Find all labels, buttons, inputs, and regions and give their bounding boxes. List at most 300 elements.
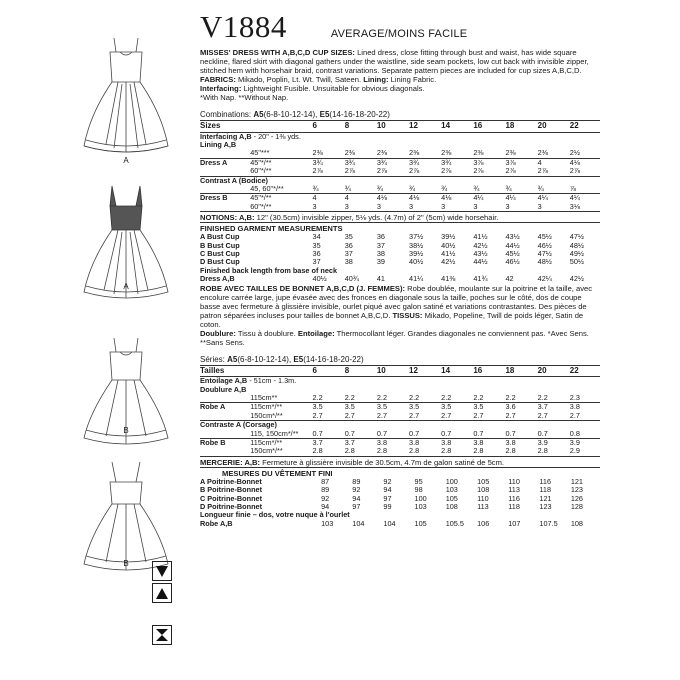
table-cell: 2.2	[344, 392, 355, 402]
table-cell: 4	[343, 194, 375, 203]
entoilage-text: Thermocollant léger. Grandes diagonales ne conviennent pas. *Avec Sens. **Sans Sens.	[200, 328, 589, 347]
table-cell: 43½	[473, 248, 488, 258]
row-label: Contraste A (Corsage)	[200, 421, 600, 430]
row-width: 45, 60"*/**	[250, 183, 284, 193]
table-cell: 10	[376, 121, 386, 131]
interfacing-text: Lightweight Fusible. Unsuitable for obvious diagonals.	[241, 84, 425, 93]
description-title: MISSES' DRESS WITH A,B,C,D CUP SIZES:	[200, 48, 355, 57]
view-a-front-sketch	[80, 34, 172, 164]
table-cell: 2.2	[505, 392, 516, 402]
table-cell: 107.5	[539, 518, 558, 528]
table-cell: 37	[312, 257, 321, 267]
table-cell: 37	[344, 248, 353, 258]
row-width	[250, 275, 310, 283]
doublure-label: Doublure:	[200, 328, 236, 338]
series-a: A5	[227, 354, 238, 364]
table-cell: 2⅞	[312, 166, 323, 176]
english-description	[200, 48, 600, 102]
table-cell: 2½	[569, 148, 580, 158]
fabrics-label: FABRICS:	[200, 75, 236, 84]
series-a-sizes: (6-8-10-12-14),	[237, 354, 294, 364]
english-finished-table	[200, 233, 600, 283]
table-cell: 49½	[569, 248, 584, 258]
table-cell: 20	[537, 121, 547, 131]
table-cell: 2⅞	[569, 166, 580, 176]
table-cell: 3	[344, 201, 349, 211]
row-width	[262, 495, 319, 503]
row-width: 60"*/**	[250, 201, 272, 211]
english-yardage-table	[200, 121, 600, 211]
table-cell: 22	[569, 365, 579, 375]
mercerie	[200, 456, 600, 467]
table-cell: 14	[441, 121, 451, 131]
combo-e: E5	[319, 110, 330, 119]
table-cell: 97	[383, 493, 392, 503]
table-cell: 2.7	[376, 410, 388, 420]
table-cell: 3.5	[375, 403, 407, 412]
table-cell: 3¾	[439, 158, 471, 167]
table-cell: 36	[344, 240, 353, 250]
table-cell: 3¾	[375, 158, 407, 167]
hourglass-icon	[153, 626, 171, 644]
row-label	[200, 167, 250, 176]
table-cell: ¾	[376, 183, 383, 193]
table-cell: 3¾	[407, 158, 439, 167]
marker	[152, 561, 172, 581]
series-label: Séries:	[200, 354, 228, 364]
combinations-label: Combinations:	[200, 110, 254, 119]
table-cell: 3.5	[407, 403, 439, 412]
table-cell: 2.7	[473, 410, 484, 420]
table-cell: 3.9	[568, 438, 600, 447]
table-cell: 6	[312, 121, 317, 131]
table-cell: 2⅜	[344, 148, 355, 158]
view-label: B	[123, 559, 129, 568]
table-cell: 2.9	[569, 446, 580, 456]
table-cell: 35	[312, 240, 321, 250]
row-label: Interfacing A,B - 20" - 1⅜ yds.	[200, 132, 600, 141]
table-cell: 3.6	[503, 403, 535, 412]
table-cell: 2.2	[473, 392, 484, 402]
series	[200, 355, 600, 366]
table-cell: 2⅞	[409, 166, 420, 176]
dress-sketch-icon	[80, 34, 172, 164]
table-cell: 3	[441, 201, 446, 211]
tissus-text: Mikado, Popeline, Twill de poids léger, Satin de coton.	[200, 310, 584, 329]
french-description	[200, 284, 600, 347]
table-cell: 3.8	[439, 438, 471, 447]
notions	[200, 211, 600, 222]
table-cell: 98	[414, 485, 423, 495]
table-cell: 0.7	[537, 428, 548, 438]
table-cell: 2.3	[569, 392, 580, 402]
table-cell: 37	[376, 240, 385, 250]
french-finished-table	[200, 478, 600, 528]
table-cell: 2.8	[409, 446, 420, 456]
lining-text: Lining Fabric.	[388, 75, 437, 84]
table-cell: 42	[505, 274, 514, 284]
table-cell: 3⅞	[503, 158, 535, 167]
table-cell: 92	[321, 493, 330, 503]
marker	[152, 625, 172, 645]
table-cell: 128	[570, 501, 583, 511]
table-cell: 4¼	[503, 194, 535, 203]
table-cell: 3.8	[471, 438, 503, 447]
row-label: Lining A,B	[200, 139, 237, 149]
table-cell: 99	[383, 501, 392, 511]
table-cell: 106	[477, 518, 490, 528]
combo-e-sizes: (14-16-18-20-22)	[329, 110, 390, 119]
sizes-header	[200, 121, 600, 132]
row-label	[200, 203, 250, 211]
row-label: A Poitrine-Bonnet	[200, 476, 262, 486]
table-cell: 3.8	[503, 438, 535, 447]
interfacing-label: Interfacing:	[200, 84, 242, 93]
table-cell: 2.7	[312, 410, 323, 420]
table-cell: 121	[570, 476, 583, 486]
table-cell: ¾	[312, 183, 319, 193]
table-cell: 44½	[473, 257, 488, 267]
table-cell: 3.5	[471, 403, 503, 412]
table-cell: 2⅜	[505, 148, 516, 158]
table-cell: 3.5	[343, 403, 375, 412]
row-width	[262, 478, 319, 486]
table-cell: 94	[383, 485, 392, 495]
table-cell: 3.7	[343, 438, 375, 447]
table-cell: 41	[376, 274, 385, 284]
table-cell: 3	[312, 201, 317, 211]
table-cell: 103	[414, 501, 427, 511]
row-width	[250, 250, 310, 258]
dress-sketch-icon	[80, 334, 172, 464]
table-cell: 107	[508, 518, 521, 528]
view-label: A	[123, 156, 129, 165]
table-cell: 126	[570, 493, 583, 503]
table-cell: 6	[312, 365, 317, 375]
table-cell: 4	[311, 194, 343, 203]
table-cell: 18	[505, 121, 515, 131]
table-cell: 105	[414, 518, 427, 528]
table-cell: 40½	[409, 257, 424, 267]
row-label: B Poitrine-Bonnet	[200, 485, 263, 495]
table-cell: 105	[445, 493, 458, 503]
table-cell: 104	[352, 518, 365, 528]
table-cell: 100	[414, 493, 427, 503]
table-cell: 12	[409, 121, 418, 131]
row-label: Entoilage A,B - 51cm - 1.3m.	[200, 377, 600, 386]
nap-note: *With Nap. **Without Nap.	[200, 93, 289, 102]
longueur-row	[200, 520, 600, 528]
pattern-info	[200, 10, 600, 528]
row-label: Tailles	[200, 365, 225, 375]
french-yardage-table	[200, 366, 600, 456]
size-markers	[152, 561, 172, 647]
table-cell: 2.2	[409, 392, 420, 402]
table-cell: 113	[477, 501, 489, 511]
table-cell: 22	[569, 121, 579, 131]
table-cell: 105	[477, 476, 490, 486]
row-label: Sizes	[200, 121, 221, 131]
row-width	[262, 520, 319, 528]
row-width	[250, 242, 310, 250]
notions-views: A,B:	[237, 213, 255, 223]
table-cell: 3.8	[375, 438, 407, 447]
table-cell: 4⅛	[375, 194, 407, 203]
table-cell: ¾	[473, 183, 480, 193]
row-label: C Poitrine-Bonnet	[200, 493, 263, 503]
table-cell: 40½	[312, 274, 327, 284]
table-cell: 39	[376, 257, 385, 267]
table-cell: 0.7	[473, 428, 484, 438]
table-cell: 41¾	[473, 274, 488, 284]
table-cell: 94	[321, 501, 330, 511]
table-cell: 123	[539, 501, 552, 511]
tailles-header	[200, 366, 600, 377]
row-label: Longueur finie – dos, votre nuque à l'ourlet	[200, 510, 350, 520]
table-cell: 87	[321, 476, 330, 486]
difficulty-level: AVERAGE/MOINS FACILE	[330, 28, 468, 40]
row-label: Robe B	[200, 438, 250, 447]
table-cell: 42¼	[537, 274, 552, 284]
table-cell: 89	[352, 476, 361, 486]
table-cell: 103	[321, 518, 334, 528]
table-cell: 97	[352, 501, 361, 511]
table-cell: 2.7	[344, 410, 355, 420]
table-cell: 2.2	[441, 392, 452, 402]
table-cell: 108	[477, 485, 490, 495]
row-note: - 51cm - 1.3m.	[247, 376, 297, 386]
table-cell: 2.8	[505, 446, 516, 456]
combo-a-sizes: (6-8-10-12-14),	[263, 110, 320, 119]
table-cell: 50½	[569, 257, 584, 267]
table-cell: 0.7	[505, 428, 516, 438]
row-label: D Bust Cup	[200, 257, 240, 267]
view-label: B	[123, 426, 129, 435]
table-cell: 4	[536, 158, 568, 167]
table-cell: 2.8	[376, 446, 388, 456]
table-cell: 14	[441, 365, 451, 375]
table-cell: 3	[537, 201, 542, 211]
table-cell: 104	[383, 518, 396, 528]
table-cell: ¾	[505, 183, 512, 193]
table-cell: 94	[352, 493, 361, 503]
table-cell: 3	[376, 201, 381, 211]
dress-sketch-icon	[80, 184, 172, 314]
row-label: Finished back length from base of neck	[200, 265, 338, 275]
table-cell: 108	[445, 501, 458, 511]
table-cell: 116	[508, 493, 520, 503]
row-width	[250, 366, 310, 377]
row-width: 60"*/**	[250, 166, 272, 176]
table-cell: 2.8	[537, 446, 548, 456]
table-cell: 8	[344, 121, 350, 131]
table-cell: 2.7	[569, 410, 580, 420]
table-cell: 3	[473, 201, 478, 211]
row-label: Dress B	[200, 194, 250, 203]
table-cell: 95	[414, 476, 423, 486]
table-cell: 2⅞	[537, 166, 548, 176]
table-cell: 2.7	[505, 410, 516, 420]
row-label: Dress A,B	[200, 274, 235, 284]
combo-a: A5	[253, 110, 264, 119]
table-cell: 38	[344, 257, 353, 267]
lining-label: Lining:	[363, 75, 389, 84]
finished-measurements-heading: FINISHED GARMENT MEASUREMENTS	[200, 222, 600, 233]
mercerie-text: Fermeture à glissière invisible de 30.5cm, 4.7m de galon satiné de 5cm.	[260, 457, 505, 467]
table-cell: 43½	[505, 232, 520, 242]
marker	[152, 583, 172, 603]
table-cell: ¾	[441, 183, 448, 193]
table-cell: 3.8	[568, 403, 600, 412]
table-cell: 2⅞	[505, 166, 516, 176]
table-cell: 2.8	[312, 446, 323, 456]
mercerie-views: A,B:	[242, 457, 261, 467]
table-cell: 38½	[409, 240, 424, 250]
table-cell: 4⅛	[407, 194, 439, 203]
doublure-text: Tissu à doublure.	[235, 328, 298, 338]
table-cell: 108	[570, 518, 583, 528]
row-label: Dress A	[200, 158, 250, 167]
row-label: Doublure A,B	[200, 384, 247, 394]
row-label: C Bust Cup	[200, 248, 240, 258]
row-label: B Bust Cup	[200, 240, 240, 250]
table-cell: 2⅜	[441, 148, 452, 158]
series-e: E5	[293, 354, 304, 364]
table-cell: 110	[477, 493, 489, 503]
table-cell: 3.7	[536, 403, 568, 412]
table-cell: 2.8	[344, 446, 355, 456]
mercerie-label: MERCERIE:	[200, 457, 243, 467]
table-cell: 3.9	[536, 438, 568, 447]
table-cell: 2.2	[537, 392, 548, 402]
table-cell: 3.5	[311, 403, 343, 412]
table-cell: 2.8	[441, 446, 452, 456]
row-label	[200, 447, 250, 455]
table-cell: 41¼	[409, 274, 424, 284]
row-width: 45"*/**	[250, 158, 310, 167]
table-cell: 41½	[473, 232, 488, 242]
table-cell: 4¼	[536, 194, 568, 203]
table-cell: 18	[505, 365, 515, 375]
table-cell: 4⅛	[568, 158, 600, 167]
row-note: - 20" - 1⅜ yds.	[251, 131, 301, 141]
table-cell: 48½	[569, 240, 584, 250]
table-cell: 20	[537, 365, 547, 375]
table-cell: 10	[376, 365, 386, 375]
table-cell: 37½	[409, 232, 424, 242]
table-cell: 41½	[441, 248, 456, 258]
table-cell: 105.5	[445, 518, 464, 528]
combinations	[200, 110, 600, 121]
table-cell: 3.5	[439, 403, 471, 412]
row-width: 150cm*/**	[250, 410, 283, 420]
table-cell: 123	[570, 485, 583, 495]
table-cell: ¾	[537, 183, 544, 193]
row-label: A Bust Cup	[200, 232, 240, 242]
table-cell: 110	[508, 476, 520, 486]
table-cell: 2⅜	[312, 148, 323, 158]
view-b-front-sketch	[80, 334, 172, 464]
table-cell: 36	[376, 232, 385, 242]
table-cell: 100	[445, 476, 458, 486]
table-cell: 2⅞	[344, 166, 355, 176]
table-cell: 0.7	[376, 428, 388, 438]
table-cell: 2.2	[376, 392, 388, 402]
table-cell: 3¾	[311, 158, 343, 167]
table-cell: 0.7	[344, 428, 355, 438]
view-label: A	[123, 282, 129, 291]
table-cell: 3⅞	[471, 158, 503, 167]
table-cell: 47½	[537, 248, 552, 258]
row-width	[262, 486, 319, 494]
view-a-back-sketch	[80, 184, 172, 314]
table-cell: 0.8	[569, 428, 580, 438]
table-cell: 118	[539, 485, 552, 495]
row-width: 150cm*/**	[250, 446, 283, 456]
table-cell: 40¾	[344, 274, 359, 284]
dress-b-60-row	[200, 203, 600, 211]
header	[200, 10, 600, 42]
table-cell: 41⅜	[441, 274, 456, 284]
table-cell: 2⅞	[441, 166, 452, 176]
table-cell: 121	[539, 493, 552, 503]
series-e-sizes: (14-16-18-20-22)	[303, 354, 364, 364]
table-cell: ¾	[344, 183, 351, 193]
row-width: 115, 150cm*/**	[250, 428, 299, 438]
entoilage-row	[200, 377, 600, 386]
table-cell: 12	[409, 365, 418, 375]
table-cell: 4⅛	[439, 194, 471, 203]
pattern-number: V1884	[200, 9, 287, 44]
table-cell: 2.7	[537, 410, 548, 420]
description-text: Lined dress, close fitting through bust and waist, has wide square neckline, flared skirt with diagonal gathers under the waistline, side seam pockets, low cut back with invisible zipper, stitched hem with horsehair braid, contrast variations. Separate pattern pieces are included for cup sizes A,B,C,D.	[200, 48, 589, 75]
row-label	[200, 149, 250, 158]
table-cell: ⅞	[569, 183, 576, 193]
back-length-row	[200, 275, 600, 283]
table-cell: 36	[312, 248, 321, 258]
table-cell: ¾	[409, 183, 416, 193]
lining-45-row	[200, 149, 600, 158]
table-cell: 46½	[505, 257, 520, 267]
table-cell: 2⅜	[376, 148, 388, 158]
table-cell: 40½	[441, 240, 456, 250]
table-cell: 35	[344, 232, 353, 242]
table-cell: 8	[344, 365, 350, 375]
table-cell: 3	[409, 201, 414, 211]
table-cell: 39½	[409, 248, 424, 258]
table-cell: 113	[508, 485, 520, 495]
row-label: Contrast A (Bodice)	[200, 176, 600, 185]
row-label: Robe A	[200, 403, 250, 412]
french-title: ROBE AVEC TAILLES DE BONNET A,B,C,D (J. FEMMES):	[200, 283, 406, 293]
table-cell: 2.2	[312, 392, 323, 402]
table-cell: 42½	[441, 257, 456, 267]
table-cell: 46½	[537, 240, 552, 250]
table-cell: 4¼	[568, 194, 600, 203]
table-cell: 2⅜	[473, 148, 484, 158]
table-cell: 2⅜	[409, 148, 420, 158]
table-cell: 44½	[505, 240, 520, 250]
row-label: D Poitrine-Bonnet	[200, 501, 263, 511]
table-cell: 39½	[441, 232, 456, 242]
mesures-heading: MESURES DU VÊTEMENT FINI	[200, 467, 600, 478]
table-cell: 42½	[473, 240, 488, 250]
table-cell: 34	[312, 232, 321, 242]
dress-a-60-row	[200, 167, 600, 176]
table-cell: 48½	[537, 257, 552, 267]
robe-b-150-row	[200, 447, 600, 455]
table-cell: 2.8	[473, 446, 484, 456]
